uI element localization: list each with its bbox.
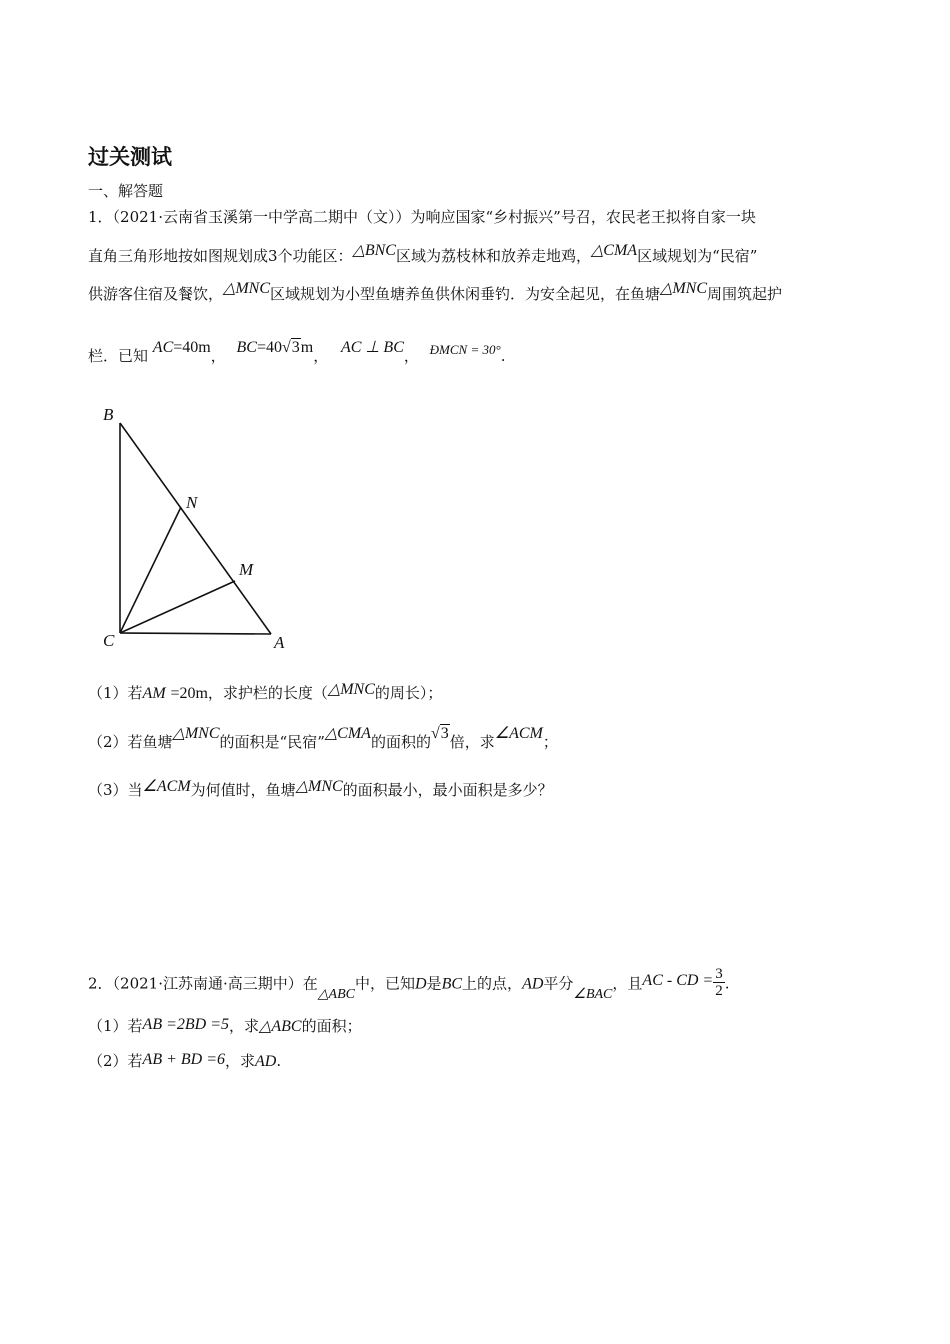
label-c: C — [103, 631, 115, 650]
angle-bac: ∠BAC — [573, 986, 613, 1002]
q2-source: （2021·江苏南通·高三期中） — [112, 974, 303, 993]
q2-line1: 2．（2021·江苏南通·高三期中）在△ABC中，已知D是BC上的点，AD平分∠BAC，且AC - CD = $\frac{3}{2}$ . — [88, 966, 730, 1002]
triangle-cma: △CMA — [590, 242, 638, 259]
section-title: 过关测试 — [88, 145, 172, 169]
angle-acm: ∠ACM — [494, 725, 543, 742]
label-m: M — [239, 560, 254, 579]
label-n: N — [186, 493, 198, 512]
q1-sub1: （1）若AM =20m，求护栏的长度（△MNC的周长）； — [88, 681, 443, 702]
q2-sub1: （1）若AB =2BD =5，求△ABC的面积； — [88, 1016, 362, 1035]
cond-ac-var: AC — [152, 339, 174, 356]
sqrt-three: 3 — [291, 339, 300, 356]
triangle-mnc: △MNC — [223, 280, 270, 297]
triangle-abc: △ABC — [317, 986, 355, 1002]
segment-ca — [120, 633, 271, 634]
q1-line2: 直角三角形地按如图规划成3个功能区：△BNC区域为荔枝林和放养走地鸡，△CMA区域规划为“民宿” — [88, 242, 758, 265]
cond-perpendicular: AC ⊥ BC — [341, 339, 404, 356]
q1-text: 为响应国家“乡村振兴”号召，农民老王拟将自家一块 — [410, 208, 756, 226]
q1-line1 — [88, 207, 756, 227]
sqrt-three: 3 — [440, 725, 449, 742]
triangle-bnc: △BNC — [352, 242, 396, 259]
segment-cn — [120, 507, 181, 633]
cond-bc-var: BC — [236, 339, 257, 356]
q2-expression: AC - CD = — [642, 971, 714, 989]
cond-angle-mcn: ÐMCN = 30° — [429, 342, 501, 357]
segment-cm — [120, 581, 235, 633]
q1-line4-conditions: 栏．已知 AC=40m， BC=40√3m， AC ⊥ BC， ÐMCN = 30°. — [88, 339, 506, 365]
triangle-abc: △ABC — [259, 1018, 302, 1035]
triangle-cma: △CMA — [324, 725, 371, 742]
q1-number: 1． — [88, 208, 113, 226]
cond-ac-val: =40m — [173, 339, 211, 356]
q1-sub2: （2）若鱼塘△MNC的面积是“民宿”△CMA的面积的√3倍，求∠ACM； — [88, 725, 558, 751]
triangle-figure — [95, 398, 305, 658]
triangle-mnc: △MNC — [327, 681, 375, 698]
label-b: B — [103, 405, 114, 424]
q1-sub3: （3）当∠ACM为何值时，鱼塘△MNC的面积最小，最小面积是多少？ — [88, 778, 553, 799]
q2-number: 2． — [88, 974, 113, 993]
fraction-three-halves: $\frac{3}{2}$ — [715, 966, 723, 999]
q2-sub2: （2）若AB + BD =6，求AD. — [88, 1051, 282, 1070]
label-a: A — [274, 633, 285, 652]
triangle-mnc: △MNC — [660, 280, 707, 297]
q1-line3: 供游客住宿及餐饮，△MNC区域规划为小型鱼塘养鱼供休闲垂钓．为安全起见，在鱼塘△MNC周围筑起护 — [88, 280, 783, 303]
angle-acm: ∠ACM — [142, 778, 191, 795]
triangle-mnc: △MNC — [295, 778, 343, 795]
segment-ba — [120, 423, 271, 634]
q1-source: （2021·云南省玉溪第一中学高二期中（文）） — [112, 208, 411, 226]
triangle-mnc: △MNC — [172, 725, 220, 742]
subsection-heading: 一、解答题 — [88, 182, 164, 200]
